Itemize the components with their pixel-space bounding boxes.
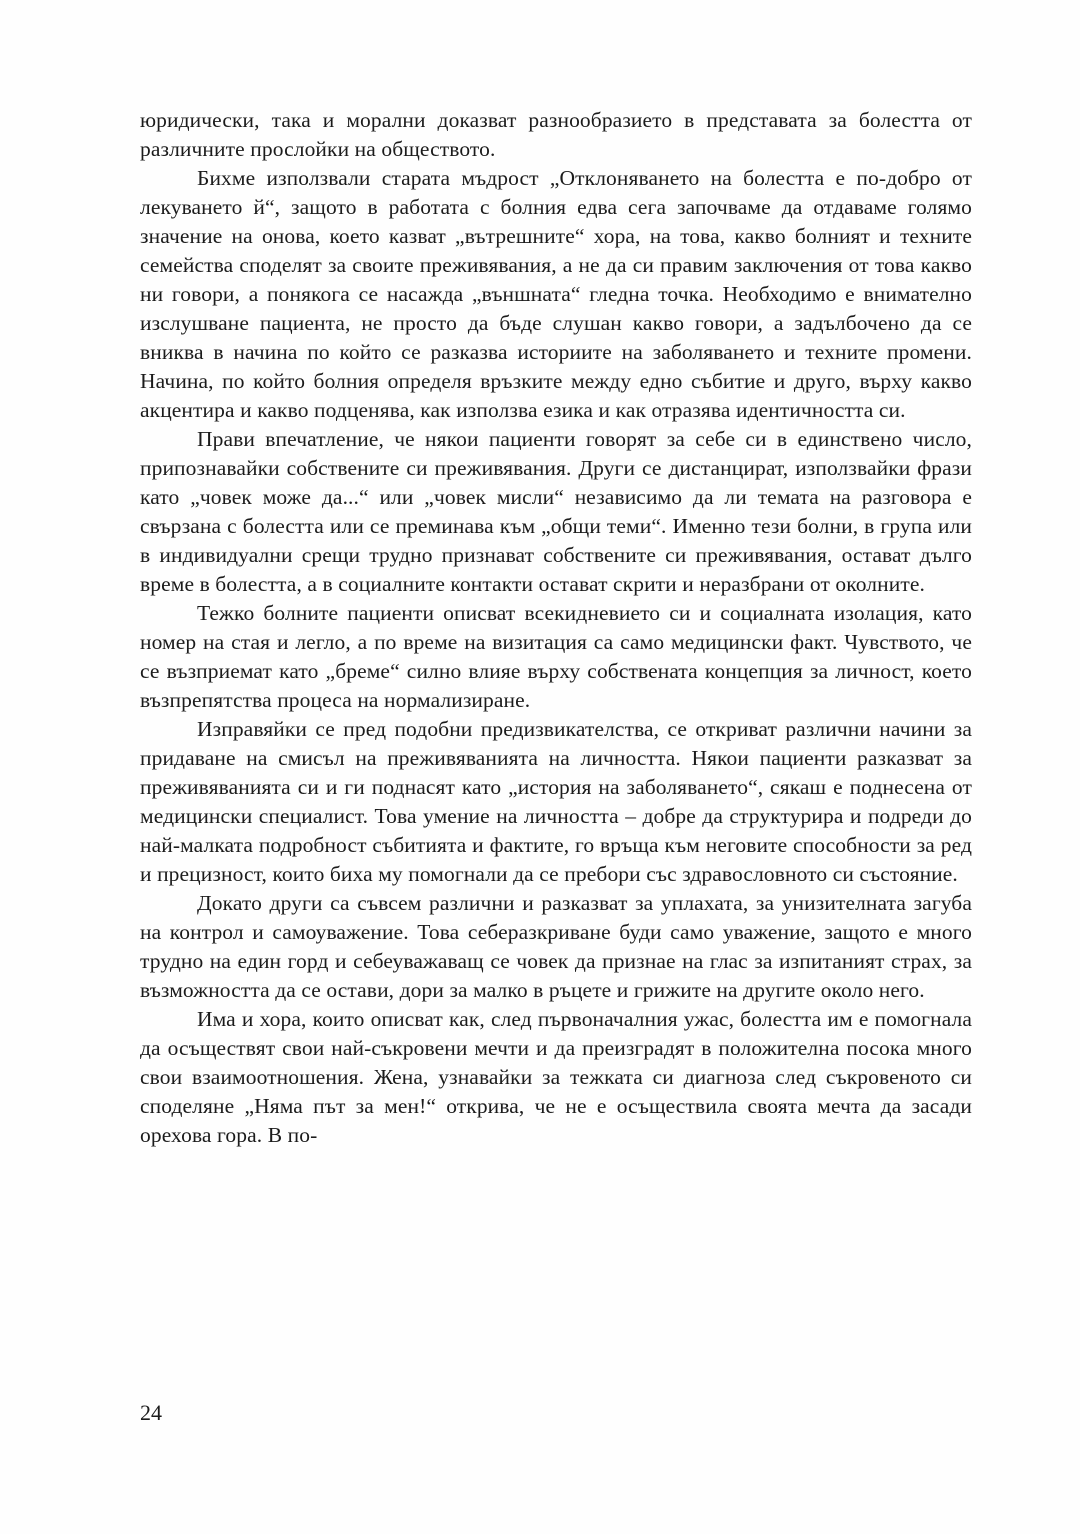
paragraph: Изправяйки се пред подобни предизвикателства, се откриват различни начини за придаване на смисъл на преживяванията на личността. Някои пациенти разказват за преживяванията си и ги поднасят като „история на заболяването“, сякаш е поднесена от медицински специалист. Това умение на личността – добре да структурира и подреди до най-малката подробност събитията и фактите, го връща към неговите способности за ред и прецизност, които биха му помогнали да се пребори със здравословното си състояние. xyxy=(140,717,972,886)
paragraph: Прави впечатление, че някои пациенти говорят за себе си в единствено число, припознавайки собствените си преживявания. Други се дистанцират, използвайки фрази като „човек може да...“ или „човек мисли“ независимо да ли темата на разговора е свързана с болестта или се преминава към „общи теми“. Именно тези болни, в група или в индивидуални срещи трудно признават собствените си преживявания, остават дълго време в болестта, а в социалните контакти остават скрити и неразбрани от околните. xyxy=(140,427,972,596)
paragraph: Има и хора, които описват как, след първоначалния ужас, болестта им е помогнала да осъществят свои най-съкровени мечти и да преизградят в положителна посока много свои взаимоотношения. Жена, узнавайки за тежката си диагноза след съкровеното си споделяне „Няма път за мен!“ открива, че не е осъществила своята мечта да засади орехова гора. В по- xyxy=(140,1007,972,1147)
paragraph: юридически, така и морални доказват разнообразието в представата за болестта от различните прослойки на обществото. xyxy=(140,108,972,161)
page-number: 24 xyxy=(140,1400,162,1425)
paragraph: Бихме използвали старата мъдрост „Отклоняването на болестта е по-добро от лекуването й“, защото в работата с болния едва сега започваме да отдаваме голямо значение на онова, което казват „вътрешните“ хора, на това, какво болният и техните семейства споделят за своите преживявания, а не да си правим заключения от това какво ни говори, а понякога се насажда „външната“ гледна точка. Необходимо е внимателно изслушване пациента, не просто да бъде слушан какво говори, а задълбочено да се вниква в начина по който се разказва историите на заболяването и техните промени. Начина, по който болния определя връзките между едно събитие и друго, върху какво акцентира и какво подценява, как използва езика и как отразява идентичността си. xyxy=(140,166,972,422)
paragraph: Докато други са съвсем различни и разказват за уплахата, за унизителната загуба на контрол и самоуважение. Това себеразкриване буди само уважение, защото е много трудно на един горд и себеуважаващ се човек да признае на глас за изпитаният страх, за възможността да се остави, дори за малко в ръцете и грижите на другите около него. xyxy=(140,891,972,1002)
text-block xyxy=(140,106,972,1150)
paragraph: Тежко болните пациенти описват всекидневието си и социалната изолация, като номер на стая и легло, а по време на визитация са само медицински факт. Чувството, че се възприемат като „бреме“ силно влияе върху собствената концепция за личност, което възпрепятства процеса на нормализиране. xyxy=(140,601,972,712)
